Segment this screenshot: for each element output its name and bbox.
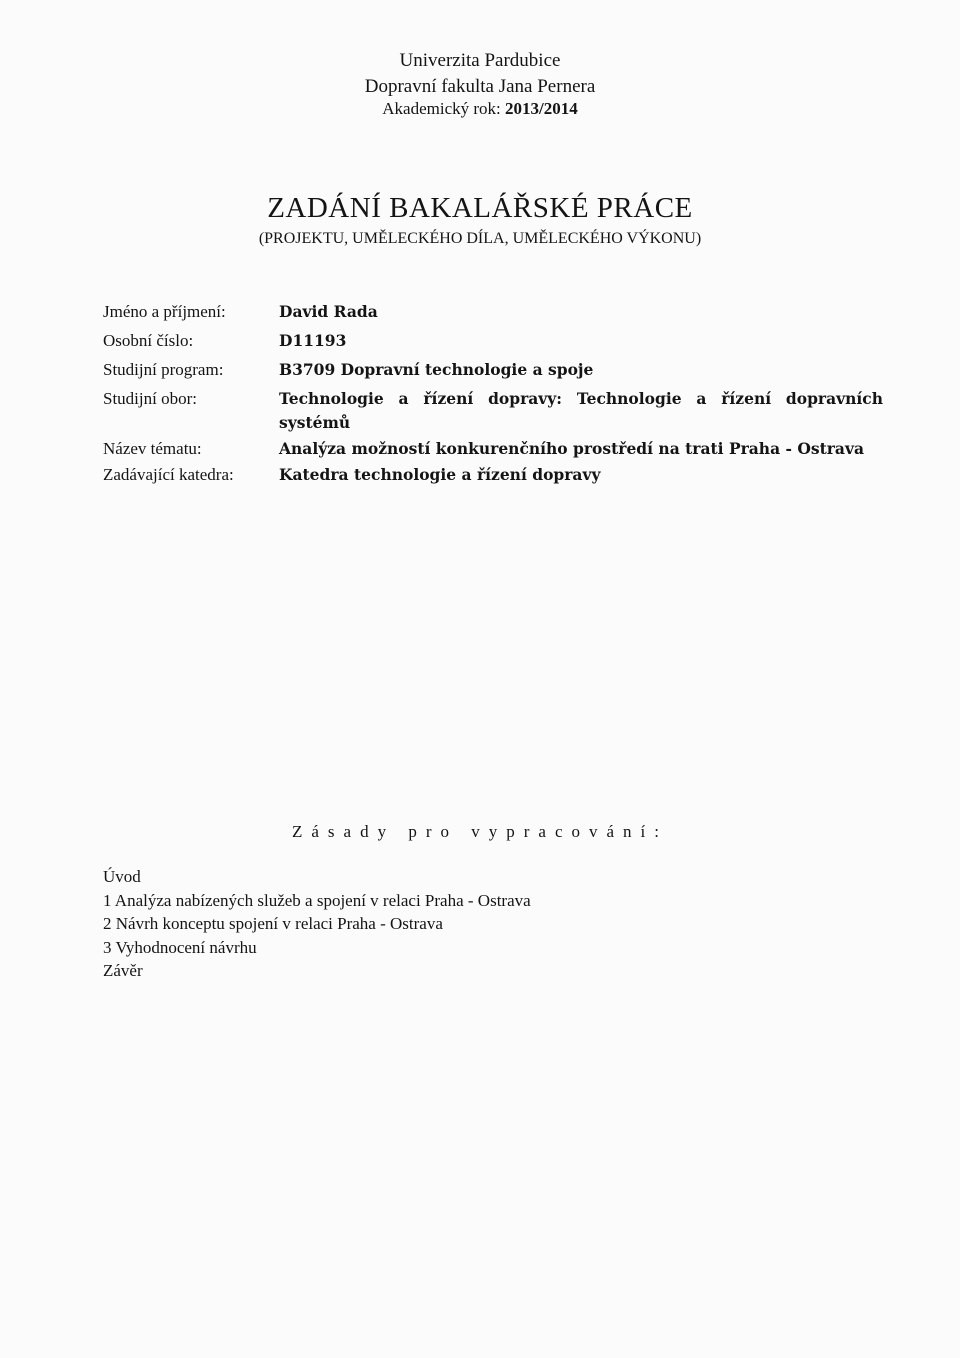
academic-year-label: Akademický rok: (382, 99, 501, 118)
academic-year (0, 99, 960, 119)
outline-item: 3 Vyhodnocení návrhu (103, 937, 257, 957)
outline-list (103, 865, 531, 983)
name-value: David Rada (279, 302, 378, 321)
topic-value: Analýza možností konkurenčního prostředí na trati Praha - Ostrava (279, 439, 864, 458)
department-label: Zadávající katedra: (103, 465, 234, 484)
program-row (103, 358, 883, 382)
program-label: Studijní program: (103, 360, 224, 379)
outline-item: 1 Analýza nabízených služeb a spojení v relaci Praha - Ostrava (103, 890, 531, 910)
id-row (103, 329, 883, 353)
topic-label: Název tématu: (103, 439, 202, 458)
program-value: B3709 Dopravní technologie a spoje (279, 360, 594, 379)
principles-heading: Zásady pro vypracování: (292, 822, 668, 841)
field-row (103, 387, 883, 435)
id-value: D11193 (279, 331, 347, 350)
name-row (103, 300, 883, 324)
topic-row (103, 437, 883, 461)
student-info (103, 300, 883, 492)
outline-item: Úvod (103, 867, 141, 886)
faculty-name: Dopravní fakulta Jana Pernera (364, 76, 596, 97)
department-value: Katedra technologie a řízení dopravy (279, 465, 601, 484)
field-label: Studijní obor: (103, 389, 197, 408)
field-value: Technologie a řízení dopravy: Technologie a řízení dopravních systémů (279, 389, 883, 432)
department-row (103, 463, 883, 487)
academic-year-value: 2013/2014 (505, 99, 578, 118)
document-subtitle: (PROJEKTU, UMĚLECKÉHO DÍLA, UMĚLECKÉHO VÝKONU) (258, 230, 702, 247)
document-title: ZADÁNÍ BAKALÁŘSKÉ PRÁCE (267, 192, 693, 224)
outline-item: 2 Návrh konceptu spojení v relaci Praha - Ostrava (103, 914, 443, 933)
outline-item: Závěr (103, 961, 143, 980)
id-label: Osobní číslo: (103, 331, 194, 350)
university-name: Univerzita Pardubice (399, 50, 561, 71)
name-label: Jméno a příjmení: (103, 302, 226, 321)
